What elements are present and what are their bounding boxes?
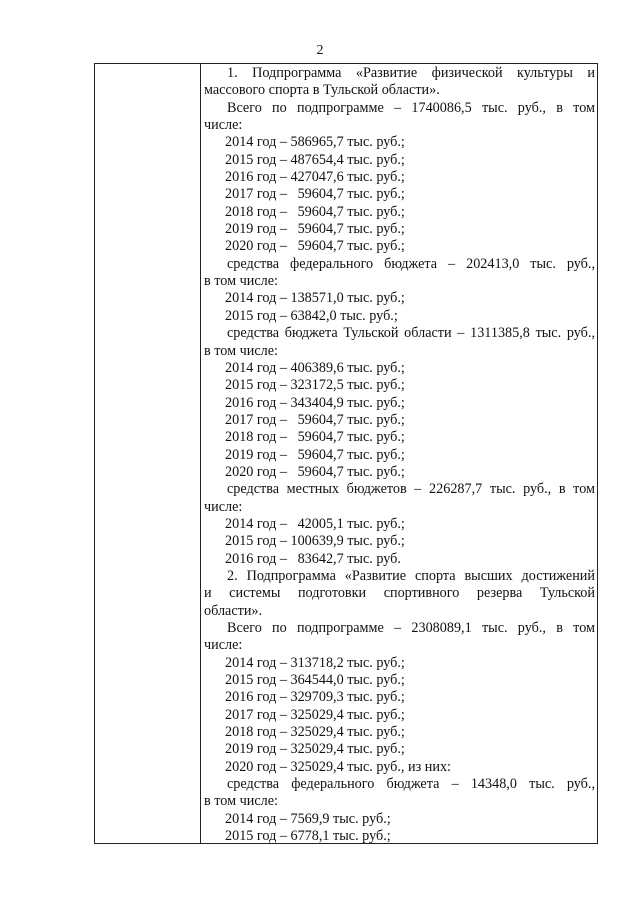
text-line: 2014 год – 586965,7 тыс. руб.; [225,134,405,151]
text-line: средства федерального бюджета – 14348,0 тыс. руб., [227,776,595,793]
text-line: в том числе: [204,342,278,359]
text-line: 2014 год – 42005,1 тыс. руб.; [225,515,405,532]
text-line: Всего по подпрограмме – 1740086,5 тыс. руб., в том [227,99,595,116]
page-number: 2 [316,43,324,58]
text-line: 2019 год – 59604,7 тыс. руб.; [225,221,405,238]
text-line: 2018 год – 325029,4 тыс. руб.; [225,724,405,741]
text-line: и системы подготовки спортивного резерва Тульской [204,585,595,602]
text-line: массового спорта в Тульской области». [204,82,440,99]
text-line: в том числе: [204,273,278,290]
program-table [94,63,598,844]
text-line: 2019 год – 59604,7 тыс. руб.; [225,446,405,463]
right-column-cell [201,64,597,843]
text-line: 2015 год – 487654,4 тыс. руб.; [225,151,405,168]
text-line: 2015 год – 6778,1 тыс. руб.; [225,828,391,843]
text-line: 2. Подпрограмма «Развитие спорта высших достижений [227,567,595,584]
text-line: 2015 год – 323172,5 тыс. руб.; [225,377,405,394]
text-line: 2016 год – 343404,9 тыс. руб.; [225,394,405,411]
text-line: 2020 год – 325029,4 тыс. руб., из них: [225,758,451,775]
text-line: 2014 год – 406389,6 тыс. руб.; [225,359,405,376]
text-line: 2014 год – 7569,9 тыс. руб.; [225,810,391,827]
text-line: средства бюджета Тульской области – 1311385,8 тыс. руб., [227,325,595,342]
text-line: числе: [204,498,243,515]
text-line: средства местных бюджетов – 226287,7 тыс. руб., в том [227,481,595,498]
text-line: 2016 год – 329709,3 тыс. руб.; [225,689,405,706]
text-line: 2017 год – 59604,7 тыс. руб.; [225,411,405,428]
text-line: 2015 год – 63842,0 тыс. руб.; [225,307,398,324]
text-line: 2020 год – 59604,7 тыс. руб.; [225,463,405,480]
text-line: 2014 год – 313718,2 тыс. руб.; [225,654,405,671]
text-line: 2017 год – 59604,7 тыс. руб.; [225,186,405,203]
text-line: числе: [204,637,243,654]
text-line: 2015 год – 100639,9 тыс. руб.; [225,533,405,550]
text-line: 2017 год – 325029,4 тыс. руб.; [225,706,405,723]
text-line: Всего по подпрограмме – 2308089,1 тыс. руб., в том [227,620,595,636]
text-line: 2015 год – 364544,0 тыс. руб.; [225,672,405,689]
text-line: средства федерального бюджета – 202413,0 тыс. руб., [227,255,595,272]
text-line: 2019 год – 325029,4 тыс. руб.; [225,741,405,758]
text-line: 2018 год – 59604,7 тыс. руб.; [225,203,405,220]
text-line: 2014 год – 138571,0 тыс. руб.; [225,290,405,307]
text-line: 2016 год – 427047,6 тыс. руб.; [225,169,405,186]
text-line: 1. Подпрограмма «Развитие физической культуры и [227,65,595,81]
text-line: области». [204,602,263,619]
text-line: 2018 год – 59604,7 тыс. руб.; [225,429,405,446]
left-column-cell [95,64,201,843]
text-line: числе: [204,117,243,134]
text-line: в том числе: [204,793,278,810]
text-line: 2016 год – 83642,7 тыс. руб. [225,550,401,567]
text-line: 2020 год – 59604,7 тыс. руб.; [225,238,405,255]
